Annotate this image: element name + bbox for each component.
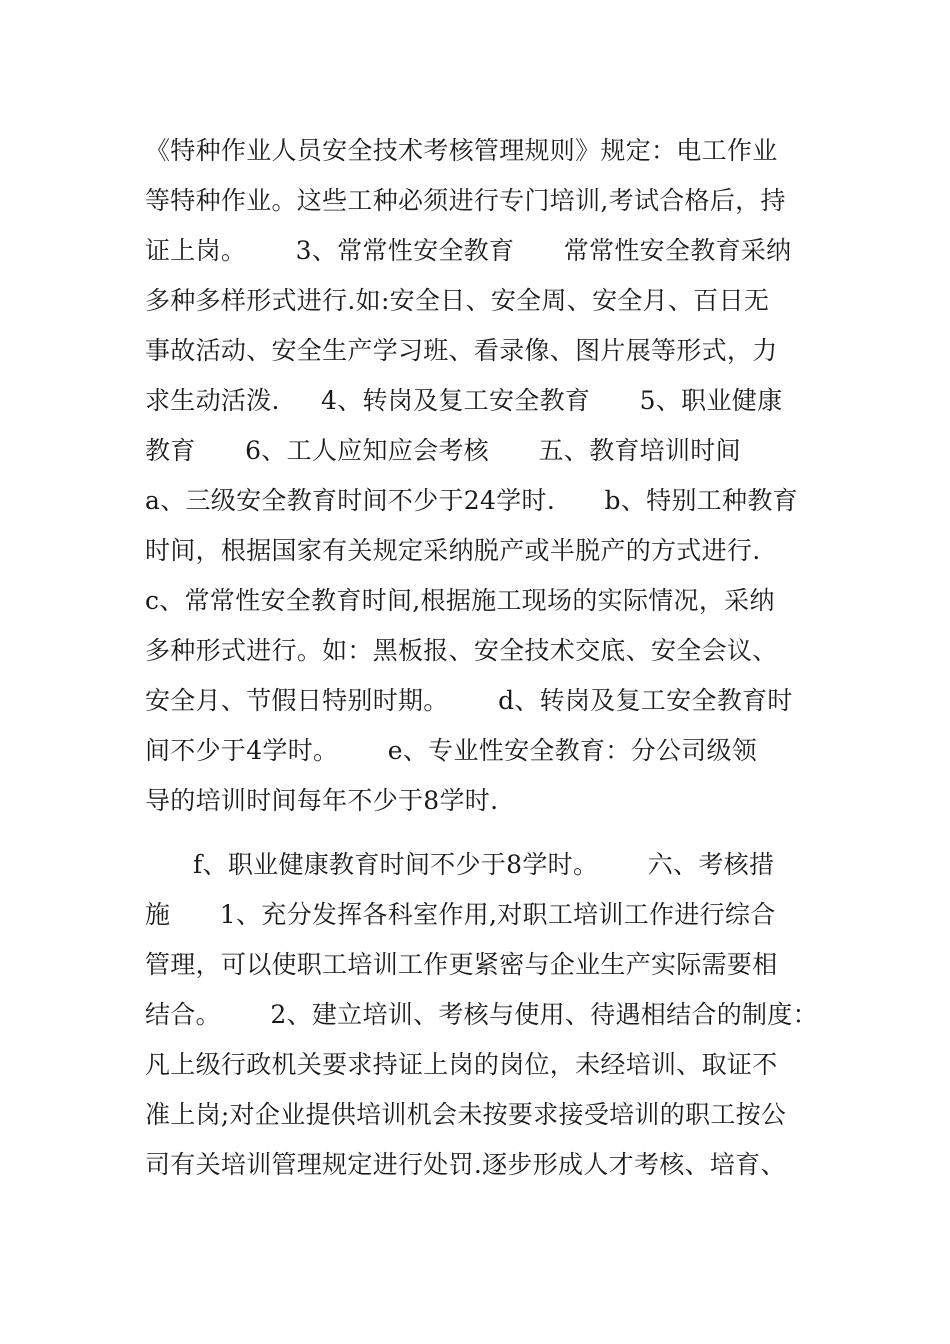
text-line: 《特种作业人员安全技术考核管理规则》规定：电工作业 [145, 136, 778, 165]
text-line: 求生动活泼. 4、转岗及复工安全教育 5、职业健康 [145, 386, 783, 415]
text-line: f、职业健康教育时间不少于8学时。 六、考核措 [193, 850, 775, 879]
text-line: 安全月、节假日特别时期。 d、转岗及复工安全教育时 [145, 686, 793, 715]
text-line: 凡上级行政机关要求持证上岗的岗位，未经培训、取证不 [145, 1050, 778, 1079]
text-line: 管理，可以使职工培训工作更紧密与企业生产实际需要相 [145, 950, 778, 979]
text-line: 间不少于4学时。 e、专业性安全教育：分公司级领 [145, 736, 758, 765]
text-line: 准上岗;对企业提供培训机会未按要求接受培训的职工按公 [145, 1100, 787, 1129]
text-line: 导的培训时间每年不少于8学时. [145, 786, 499, 815]
text-line: 司有关培训管理规定进行处罚.逐步形成人才考核、培育、 [145, 1150, 786, 1179]
text-line: 施 1、充分发挥各科室作用,对职工培训工作进行综合 [145, 900, 776, 929]
text-line: 多种多样形式进行.如:安全日、安全周、安全月、百日无 [145, 286, 770, 315]
text-line: 事故活动、安全生产学习班、看录像、图片展等形式，力 [145, 336, 778, 365]
text-line: 结合。 2、建立培训、考核与使用、待遇相结合的制度： [145, 1000, 818, 1029]
text-line: 多种形式进行。如：黑板报、安全技术交底、安全会议、 [145, 636, 778, 665]
text-line: 证上岗。 3、常常性安全教育 常常性安全教育采纳 [145, 236, 792, 265]
text-line: c、常常性安全教育时间,根据施工现场的实际情况，采纳 [145, 586, 775, 615]
text-line: 等特种作业。这些工种必须进行专门培训,考试合格后，持 [145, 186, 786, 215]
text-line: 教育 6、工人应知应会考核 五、教育培训时间 [145, 436, 741, 465]
text-line: a、三级安全教育时间不少于24学时. b、特别工种教育 [145, 486, 798, 515]
text-line: 时间，根据国家有关规定采纳脱产或半脱产的方式进行. [145, 536, 761, 565]
